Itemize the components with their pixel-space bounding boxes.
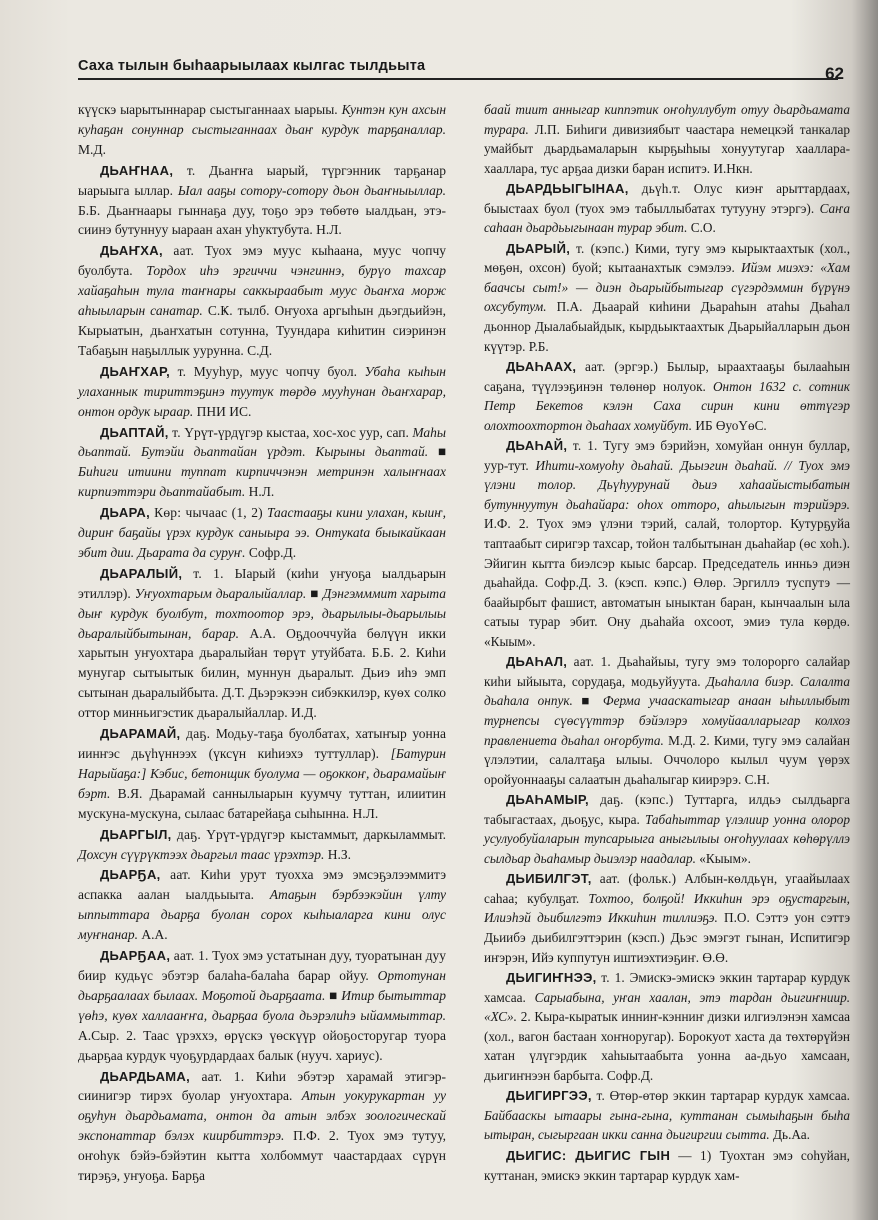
entry-definition: Киһи эбэтэр харамай этигэр-сиинигэр тирэх буолар уҥуохтара. (78, 1068, 446, 1104)
entry-source: Н.З. (327, 846, 351, 862)
page-header (78, 56, 858, 82)
entry-source: «Кыым». (699, 850, 751, 866)
entry-grammar-label: т. (596, 1088, 605, 1104)
entry-grammar-label: даҕ. (кэпс.) (600, 792, 674, 808)
entry-example: Онтон 1632 с. сотник Петр Бекетов кэлэн Саха сирин кини өттүгэр олохтоохтортон дьаһаах хомуйбут. (484, 378, 850, 433)
entry-grammar-label: даҕ. (176, 826, 201, 842)
entry-source: П.О. Сэттэ уон сэттэ Дьиибэ дьибилгэттэрин (кэсп.) Дьэс эмэгэт гынан, Испитигэр иҥэрэн, Ийэ куппутун иштиэхтиэҕиҥ. Ө.Ө. (484, 910, 851, 965)
entry-headword: ДЬАҤХА, (100, 243, 163, 259)
entry-definition: Өтөр-өтөр эккин тартарар курдук хамсаа. (609, 1088, 850, 1104)
page-number: 62 (825, 64, 844, 83)
entry-headword: ДЬАРҔА, (100, 867, 161, 883)
entry-definition: Туттарга, илдьэ сылдьарга табыгастаах, дьоҕус, кыра. (484, 792, 850, 827)
dictionary-entry (78, 724, 446, 824)
entry-definition: Дьаһайыы, тугу эмэ толорорго салайар киһи ыйыыта, сорудаҕа, модьуйуута. (484, 654, 851, 689)
entry-source: А.А. (141, 927, 168, 943)
entry-source: Б.Б. Дьаҥнаары гыннаҕа дуу, тоҕо эрэ төбөтө ыалдьан, этэ-сиинэ бутуннуу ыараан ахан уһуктубута. Н.Л. (78, 202, 446, 238)
dictionary-entry (78, 1067, 446, 1186)
dictionary-entry (484, 179, 850, 238)
entry-definition: Былыр, ыраахтааҕы былааһын саҕана, түүлээҕинэн төлөнөр нолуок. (484, 359, 851, 394)
entry-example: Убаһа кыһын улаханнык тириттэҕинэ туутук төрдө мууһунан дьаҥхарар, онтон ордук ыраар. (78, 363, 447, 419)
entry-source: 2. Кыра-кыратык инниҥ-кэнниҥ дизки илгиэлэнэн хамсаа (хол., вагон бастаан хоҥноругар). Борокуот хаста да төхтөрүйэн хатан үлүгэрдик хаһыытаабыта уонна аа-дьуо хамсаан, дьигиҥнээн барбыта. Софр.Д. (484, 1009, 850, 1083)
entry-example: [Батурин Нарыйаҕа:] Кэбис, бетонщик буолума — оҕоккоҥ, дьарамайыҥ бэрт. (78, 746, 446, 801)
dictionary-entry (78, 825, 446, 865)
entry-grammar-label: даҕ. (186, 726, 211, 742)
entry-definition: Киһи урут туохха эмэ эмсэҕэлээммитэ аспакка аалан ыалдьыыта. (78, 867, 446, 903)
entry-definition: Туох эмэ муус кыһаана, муус чопчу буолбута. (78, 243, 447, 279)
entry-source: ИБ ӨуоҮөС. (695, 417, 767, 433)
entry-grammar-label: дьүh.т. (641, 181, 681, 197)
entry-example: Дохсун сүүрүктээх дьаргыл таас үрэхтэр. (78, 846, 325, 862)
entry-headword: ДЬИБИЛГЭТ, (506, 871, 592, 887)
entry-source: П.Ф. 2. Туох эмэ тутуу, оҥоһук бэйэ-бэйэтин кытта холбоммут чаастардаах сүрүн тирэҕэ, уҥуоҕа. Барҕа (78, 1128, 446, 1184)
entry-grammar-label: т. (177, 363, 187, 379)
left-column (78, 100, 446, 1187)
entry-headword: ДЬАҤХАР, (100, 363, 171, 379)
entry-grammar-label: Көр: чычаас (1, 2) (154, 505, 263, 521)
entry-source: С.Ҝ. тылб. Оҥуоха аргыһын дьэгдьийэн, Кырыатын, дьаҥхатын сотунна, Туундара киһитин сиэринэн Табаҕын наҕыллык уурунна. С.Д. (78, 303, 446, 358)
entry-definition: Тугу эмэ бэрийэн, хомуйан оннун буллар, уур-тут. (484, 438, 851, 473)
entry-definition: Эмискэ-эмискэ эккин тартарар курдук хамсаа. (484, 970, 851, 1005)
entry-grammar-label: аат. (173, 243, 195, 259)
entry-example: Тохтоо, болҕой! Иккиhин эрэ оҕустаргын, Илиэһэй дьибилгэтэ Иккиһин тиллиэҕэ. (484, 890, 850, 926)
dictionary-entry (484, 869, 850, 967)
entry-example: Иһити-хомуоһу дьаһай. Дьыэгин дьаһай. // Туох эмэ үлэни толор. Дьүһуурунай дьиэ хаһаайыстыбатын бутуннуутун дьаһайара: ohox отторо, аһылыгын тэрийэрэ. (484, 457, 850, 512)
dictionary-entry (484, 1146, 850, 1185)
entry-grammar-label: т. (186, 162, 196, 178)
entry-headword: ДЬАРАЛЫЙ, (100, 565, 183, 581)
entry-example: Ортотунан дьарҕаалаах былаах. Моҕотой дьарҕаата. ■ Итир бытыттар үөһэ, куөх халлааҥҥа, дьарҕаа буола дьэрэлиһэ ыйаммыттар. (78, 967, 446, 1023)
entry-example: Сарыабына, уҥан хаалан, этэ тардан дьигиҥниир. «ХС». (484, 989, 851, 1025)
dictionary-entry (78, 564, 446, 723)
entry-grammar-label: — 1) (678, 1147, 712, 1163)
entry-source: Л.П. Биһиги дивизиябыт чаастара немецкэй танкалар умайбыт дьардьамаларын кырҕыһыы хонуутугар хааллара-хааллара, тус арҕаа дизки баран испитэ. И.Нкн. (484, 121, 850, 176)
entry-headword: ДЬАРА, (100, 505, 150, 521)
dictionary-entry (78, 946, 446, 1065)
entry-example: Уҥуохтарым дьаралыйаллар. ■ Дэнгэмммит харыта дыҥ курдук буолбут, тохтоотор эрэ, дьарылыы-дьарылыы дьаралыйбытынан, барар. (78, 585, 447, 641)
entry-continuation (78, 100, 446, 160)
entry-example: Маһы дьаптай. Бутэйи дьаптайан үрдэт. Кырыны дьаптай. ■ Биһиги итиини туппат кирпиччэнэн метринэн халыҥнаах кирпиэттэри дьаптайабыт. (78, 424, 447, 500)
entry-example: Атаҕын бэрбээкэйин үлту ыппыттара дьарҕа буолан сорох кыһыаларга кини олус муҥнанар. (78, 887, 446, 943)
entry-source: М.Д. 2. Кими, тугу эмэ салайан үлэлэтии, салалтаҕа ылыы. Оччолорo кылыл чуум үөрэх оройуоннааҕы салаатын дьаһалыгар киирэрэ. С.Н. (484, 732, 850, 787)
entry-grammar-label: аат. (фольк.) (599, 871, 677, 887)
entry-headword: ДЬАҺАМЫР, (506, 792, 589, 808)
entry-continuation (484, 100, 850, 178)
entry-headword: ДЬАРҔАА, (100, 948, 171, 964)
entry-headword: ДЬИГИРГЭЭ, (506, 1088, 592, 1104)
entry-definition: Олус киэҥ арыттардаах, быыстаах буол (туох эмэ табыллыбатах тутууну этэргэ). (484, 181, 851, 216)
entry-definition: Албын-көлдьүн, угаайылаах саһаа; кубулҕат. (484, 871, 851, 906)
entry-example: баай тиит анныгар киппэтик оҥоһуллубут отуу дьардьамата турара. (484, 102, 850, 137)
entry-headword: ДЬАҺАЛ, (506, 654, 568, 670)
entry-headword: ДЬАПТАЙ, (100, 424, 169, 440)
entry-definition: Туохтан эмэ соһуйан, куттанан, эмискэ эккин тартарар курдук хам- (484, 1147, 850, 1183)
entry-grammar-label: аат. (эргэр.) (585, 359, 659, 375)
dictionary-entry (78, 241, 446, 360)
entry-source: В.Я. Дьарамай саннылыарын куумчу туттан, илиитин мускуна-мускуна, сылаас батарейаҕа сыһынна. Н.Л. (78, 785, 447, 821)
entry-example: Таастааҕы кини улахан, кыиҥ, дириҥ баҕайы үрэх курдук саныыра ээ. Онтукаta быыкайкаан эбит дии. Дьарата да суруҥ. (78, 505, 446, 560)
entry-headword: ДЬАРЫЙ, (506, 240, 571, 256)
entry-source: С.О. (690, 220, 716, 236)
entry-source: А.А. Оҕдооччуйа бөлүүн икки харытын уҥуохтара дьаралыйан төрүт утуйбата. Б.Б. 2. Киһи мунугар сытыытык билин, муннун дьаралыт. Дьиэ иһэ эмп сытынан дьаралыйбыта. Д.Т. Дьэрэкээн сибэккилэр, куөх солко оттор минньигэстик дьаралыйаллар. И.Д. (78, 625, 447, 721)
dictionary-entry (484, 436, 850, 651)
entry-source: Дь.Аа. (773, 1127, 810, 1143)
entry-headword: ДЬАРАМАЙ, (100, 726, 181, 742)
entry-grammar-label: т. 1. (193, 565, 224, 581)
entry-example: Кунтэн кун ахсын куһаҕан сонуннар сыстыганнаах дьаҥ курдук тарҕаналлар. (78, 102, 447, 137)
entry-definition: Туох эмэ устатынан дуу, туоратынан дуу бииp кудьүс эбэтэр балаһа-балаһа барар ойуу. (78, 948, 447, 983)
entry-headword: ДЬАРДЬАМА, (100, 1068, 191, 1084)
entry-headword: ДЬИГИС: ДЬИГИС ГЫН (506, 1147, 671, 1163)
entry-definition: Үрүт-үрдүгэр кыстаммыт, даркыламмыт. (206, 826, 447, 842)
dictionary-entry (484, 790, 850, 868)
dictionary-entry (78, 503, 446, 563)
dictionary-entry (78, 362, 446, 422)
entry-headword: ДЬАРДЬЫГЫНАА, (506, 181, 629, 197)
entry-source: А.Сыр. 2. Таас үрэххэ, өрүскэ үөскүүр ойоҕосторугар туора дьарҕаа курдук чуоҕурдардаах балык (нууч. хариус). (78, 1027, 446, 1063)
dictionary-entry (484, 239, 850, 356)
entry-grammar-label: т. 1. (601, 970, 625, 986)
dictionary-entry (484, 357, 850, 435)
entry-example: Тордох иһэ эргиччи чэнгиннэ, бурүо тахсар хайаҕаһын тула таҥнары саккыраабыт муус дьаҥха морж аһыыларын санатар. (78, 263, 447, 319)
dictionary-entry (78, 865, 446, 945)
entry-source: Софр.Д. (248, 544, 297, 560)
dictionary-entry (78, 423, 446, 503)
dictionary-entry (78, 161, 446, 241)
entry-grammar-label: аат. 1. (173, 948, 209, 964)
entry-example: Ыал ааҕы сотору-сотору дьон дьаҥныыллар. (177, 182, 446, 198)
entry-definition: Дьаҥҥа ыарый, түргэнник тарҕанар ыарыыга ыллар. (78, 162, 447, 198)
entry-headword: ДЬАҤНАА, (100, 162, 174, 178)
entry-grammar-label: т. 1. (572, 438, 598, 454)
entry-definition: Модьу-таҕа буолбатах, хатыҥыр уонна иинҥэс дьүһүннээх (үксүн киһиэхэ туттуллар). (78, 726, 446, 761)
entry-headword: ДЬИГИҤНЭЭ, (506, 970, 597, 986)
entry-source: П.А. Дьаарай киһини Дьараһын атаһы Дьаһал дьоннор Дыалабыайдык, кырдьыктаахтык Дьарыйалларын дьон күүтэр. Р.Б. (484, 299, 851, 354)
entry-grammar-label: т. (172, 424, 181, 440)
entry-example: Саҥа саһаан дьардьыгынаан турар эбит. (484, 200, 850, 236)
entry-definition: Ыарый (киһи уҥуоҕа ыалдьарын этиллэр). (78, 565, 447, 601)
entry-definition: Кими, тугу эмэ кырыктаахтык (хол., мөҕөн, охсон) буой; кытаанахтык сэмэлээ. (484, 240, 851, 276)
entry-definition: Мууһур, муус чопчу буол. (193, 363, 357, 379)
entry-grammar-label: аат. 1. (201, 1068, 245, 1084)
header-rule (78, 78, 838, 80)
entry-source: ПНИ ИС. (196, 403, 252, 419)
entry-headword: ДЬАҺААХ, (506, 359, 577, 375)
entry-source: И.Ф. 2. Туох эмэ үлэни тэрий, салай, толортор. Кутурҕуйа таптаабыт сиригэр тахсар, тойон талбытынан дьаһайар (өс хоһ.). Эйигин кытта биэлсэр кыыс барсар. Председатель инньэ диэн дьаһайда. Софр.Д. 3. (кэсп. кэпс.) Өлөр. Эргиллэ туспутэ — баайырбыт фашист, автоматын ыныктан баран, кынчаалын ыла сатыы турар эбит. Ону дьаһайа охсоот, эмиэ тула көрдө. «Кыым». (484, 516, 850, 649)
entry-example: Ийэм миэхэ: «Хам баачсы сыт!» — диэн дьарыйбытыгар сүгэрдэммин бүрүнэ охсубутум. (484, 260, 851, 315)
dictionary-entry (484, 1086, 850, 1145)
entry-source: Н.Л. (248, 484, 275, 500)
entry-headword: ДЬАҺАЙ, (506, 438, 568, 454)
entry-definition: Үрүт-үрдүгэр кыстаа, хос-хос уур, сап. (184, 424, 409, 440)
entry-example: Байбааскы ытаары гына-гына, куттанан сымыһаҕын быһа ытыран, сыгыргаан икки санна дьигиргии сытта. (484, 1107, 850, 1143)
entry-definition: күүскэ ыарытыннарар сыстыганнаах ыарыы. (78, 102, 338, 117)
running-title: Саха тылын быһаарыылаах кылгас тылдьыта (78, 58, 426, 74)
entry-example: Табаһыттар үлэлиир уонна олорор усулуобуйаларын тупсарыыга аныгылыы оҥоһуулаах көһөрүллэ сылдьар дьаһамыр дьиэлэр наадалар. (484, 811, 851, 866)
entry-grammar-label: аат. (170, 867, 191, 883)
entry-example: Атын уокурукартан уу оҕуһун дьардьамата, онтон да атын элбэх зоологическай экспонаттар бэлэх кииpбиттэрэ. (78, 1088, 446, 1144)
entry-example: Дьаһалла биэр. Салалта дьаһала онnук. ■ Ферма учааскатыгар анаан ыһыллыбыт турнепсы сүөсүүттэр бэйэлэрэ хомуйаалларыгар колхоз правлениета дьаһал оҥорбута. (484, 673, 851, 748)
entry-headword: ДЬАРГЫЛ, (100, 826, 172, 842)
dictionary-entry (484, 652, 850, 789)
entry-grammar-label: аат. 1. (573, 654, 611, 670)
right-column (484, 100, 850, 1186)
entry-grammar-label: т. (кэпс.) (576, 240, 630, 256)
entry-source: М.Д. (78, 141, 106, 157)
dictionary-entry (484, 968, 850, 1085)
